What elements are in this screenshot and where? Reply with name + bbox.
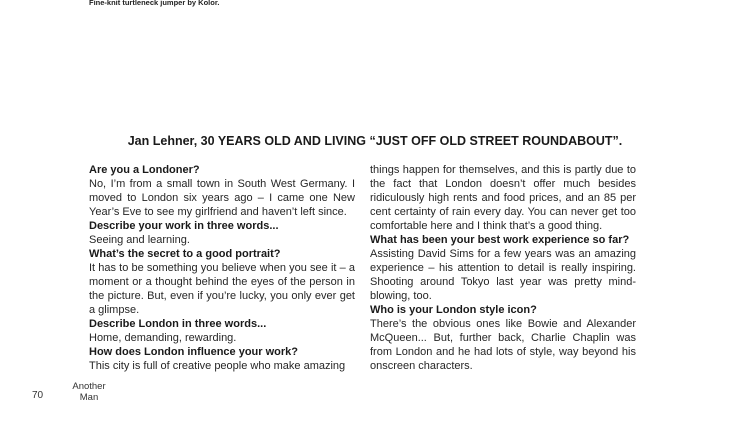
interview-heading: Jan Lehner, 30 YEARS OLD AND LIVING “JUST OFF OLD STREET ROUNDABOUT”. (127, 134, 623, 148)
magazine-name (71, 381, 107, 403)
left-column (89, 163, 355, 373)
magazine-name-line1: Another (72, 381, 106, 392)
question: What’s the secret to a good portrait? (89, 248, 281, 260)
question: Who is your London style icon? (370, 304, 537, 316)
page-number: 70 (32, 390, 44, 401)
question: What has been your best work experience so far? (370, 234, 630, 246)
answer: Home, demanding, rewarding. (89, 332, 237, 344)
magazine-name-line2: Man (79, 392, 99, 403)
question: Describe your work in three words... (89, 220, 279, 232)
answer: It has to be something you believe when you see it – a moment or a thought behind the eyes of the person in the picture. But, even if you’re lucky, you only ever get a glimpse. (89, 262, 355, 316)
answer: No, I’m from a small town in South West Germany. I moved to London six years ago – I came one New Year’s Eve to see my girlfriend and haven’t left since. (89, 178, 355, 218)
answer: things happen for themselves, and this is partly due to the fact that London doesn’t offer much besides ridiculously high rents and food prices, and an 85 per cent certainty of rain every day. You can never get too comfortable here and I think that’s a good thing. (370, 164, 636, 232)
question: Are you a Londoner? (89, 164, 200, 176)
right-column (370, 163, 636, 373)
question: How does London influence your work? (89, 346, 299, 358)
answer: Seeing and learning. (89, 234, 190, 246)
answer: There’s the obvious ones like Bowie and Alexander McQueen... But, further back, Charlie Chaplin was from London and he had lots of style, way beyond his onscreen characters. (370, 318, 636, 372)
question: Describe London in three words... (89, 318, 267, 330)
answer: This city is full of creative people who make amazing (89, 360, 346, 372)
answer: Assisting David Sims for a few years was an amazing experience – his attention to detail is really inspiring. Shooting around Tokyo last year was pretty mind-blowing, too. (370, 248, 636, 302)
photo-caption: Fine-knit turtleneck jumper by Kolor. (89, 0, 220, 7)
